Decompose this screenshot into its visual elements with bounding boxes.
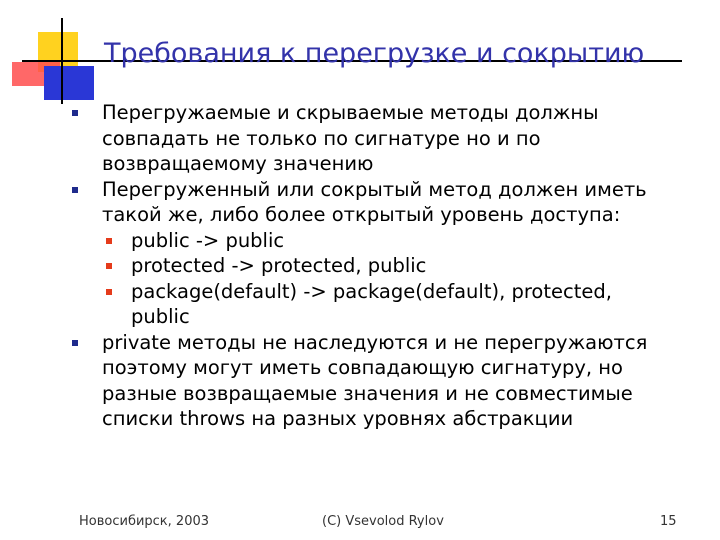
square-bullet-icon <box>106 263 112 269</box>
sub-bullet-text: package(default) -> package(default), protected, public <box>131 279 612 328</box>
square-bullet-icon <box>72 110 78 116</box>
square-bullet-icon <box>106 238 112 244</box>
square-bullet-icon <box>106 289 112 295</box>
footer-location: Новосибирск, 2003 <box>79 514 210 529</box>
square-bullet-icon <box>72 340 78 346</box>
footer-copyright: (C) Vsevolod Rylov <box>322 514 444 529</box>
decor-blue-square <box>44 66 94 100</box>
slide-title: Требования к перегрузке и сокрытию <box>104 38 645 69</box>
slide-content <box>72 100 692 432</box>
bullet-text: Перегруженный или сокрытый метод должен иметь такой же, либо более открытый уровень доступа: <box>102 177 647 226</box>
bullet-item <box>72 177 682 228</box>
page-number: 15 <box>660 514 677 529</box>
sub-bullet-text: public -> public <box>131 228 285 252</box>
bullet-text: private методы не наследуются и не перегружаются поэтому могут иметь совпадающую сигнатуру, но разные возвращаемые значения и не совместимые списки throws на разных уровнях абстракции <box>102 330 648 430</box>
bullet-text: Перегружаемые и скрываемые методы должны совпадать не только по сигнатуре но и по возвращаемому значению <box>102 101 599 175</box>
sub-bullet-text: protected -> protected, public <box>131 254 427 277</box>
sub-bullet-item <box>106 253 692 279</box>
bullet-item <box>72 330 684 432</box>
bullet-item <box>72 100 647 177</box>
square-bullet-icon <box>72 187 78 193</box>
sub-bullet-item <box>106 279 666 330</box>
sub-bullet-item <box>106 228 692 254</box>
